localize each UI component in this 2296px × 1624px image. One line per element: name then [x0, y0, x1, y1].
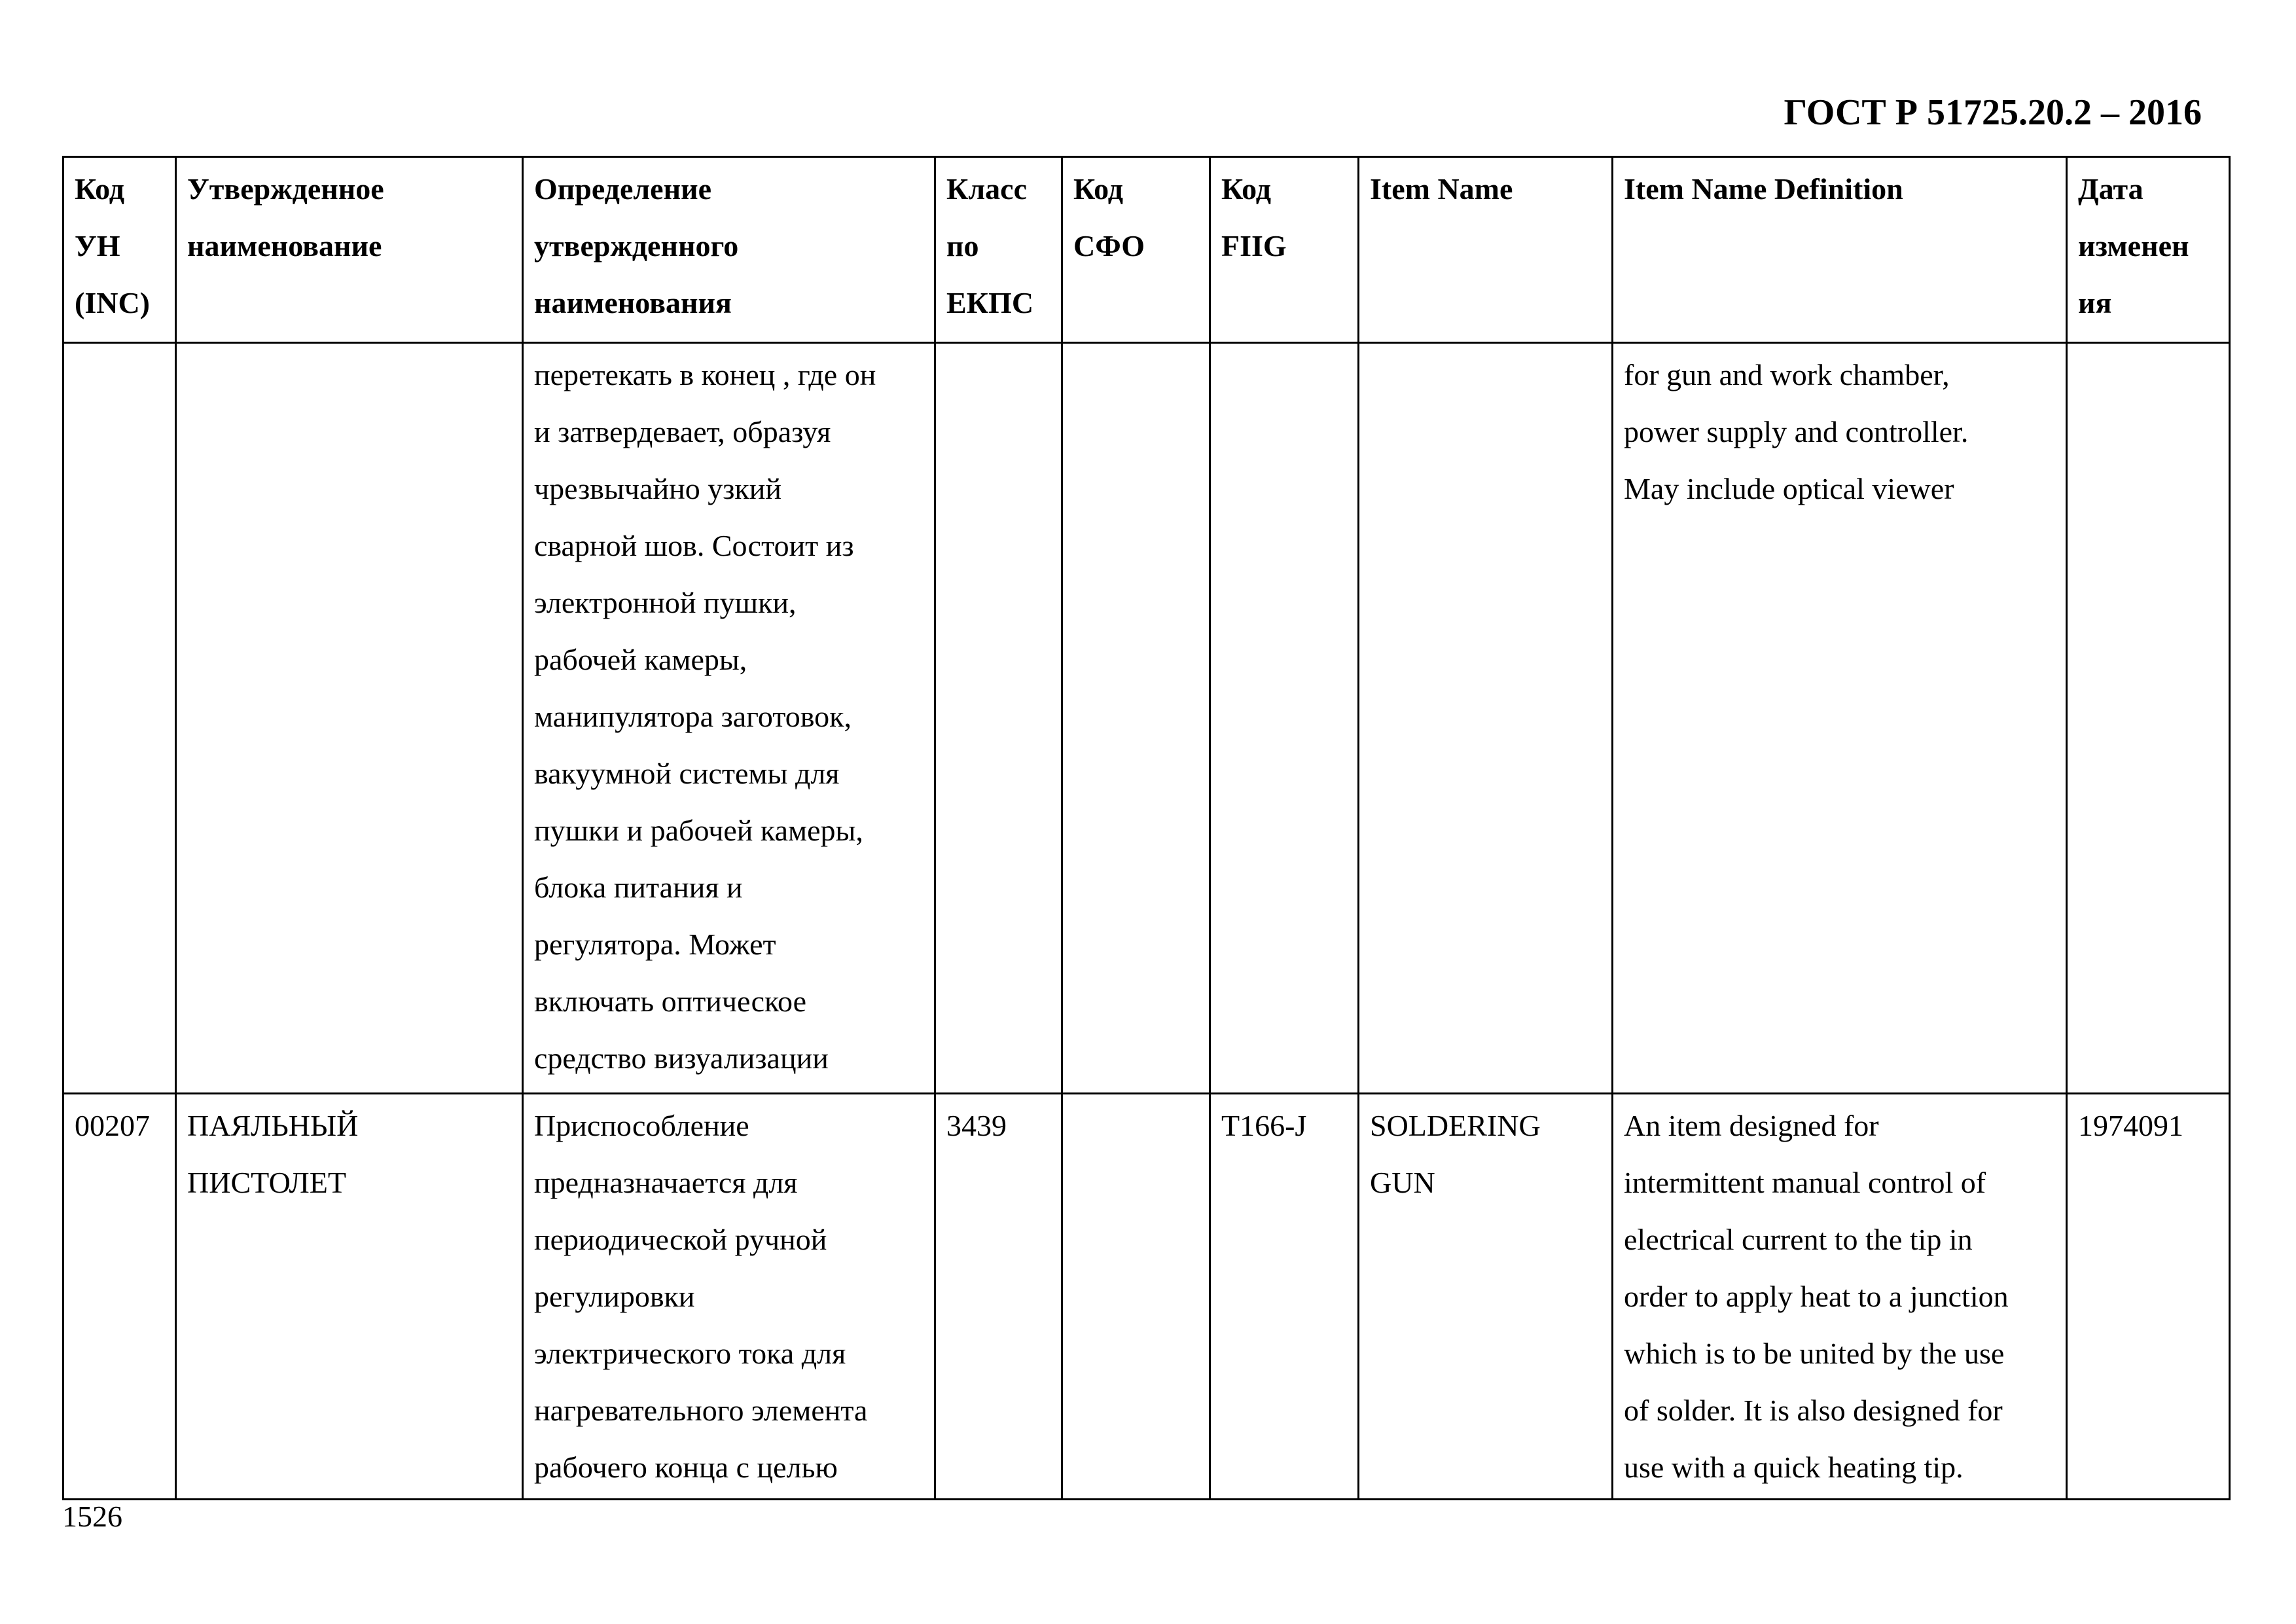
table-header-row: [63, 157, 2230, 343]
page-number: 1526: [62, 1500, 122, 1533]
cell-fiig: T166-J: [1210, 1094, 1359, 1500]
cell-item-name: [1359, 343, 1613, 1094]
cell-date: [2067, 343, 2230, 1094]
catalog-table: [62, 156, 2231, 1500]
column-header-item-name-definition: Item Name Definition: [1613, 157, 2067, 343]
column-header-approved-name: Утвержденное наименование: [176, 157, 523, 343]
cell-definition: Приспособление предназначается для периодической ручной регулировки электрического тока для нагревательного элемента рабочего конца с целью: [523, 1094, 935, 1500]
column-header-item-name: Item Name: [1359, 157, 1613, 343]
cell-sfo: [1062, 343, 1210, 1094]
cell-date: 1974091: [2067, 1094, 2230, 1500]
cell-approved-name: ПАЯЛЬНЫЙ ПИСТОЛЕТ: [176, 1094, 523, 1500]
column-header-class: Класс по ЕКПС: [935, 157, 1062, 343]
cell-item-name: SOLDERING GUN: [1359, 1094, 1613, 1500]
cell-fiig: [1210, 343, 1359, 1094]
cell-inc: 00207: [63, 1094, 176, 1500]
table-row: [63, 1094, 2230, 1500]
document-standard-title: ГОСТ Р 51725.20.2 – 2016: [1784, 92, 2202, 133]
cell-sfo: [1062, 1094, 1210, 1500]
column-header-date: Дата изменен ия: [2067, 157, 2230, 343]
cell-class: [935, 343, 1062, 1094]
column-header-definition: Определение утвержденного наименования: [523, 157, 935, 343]
column-header-inc: Код УН (INC): [63, 157, 176, 343]
cell-item-name-definition: An item designed for intermittent manual control of electrical current to the tip in order to apply heat to a junction which is to be united by the use of solder. It is also designed for use with a quick heating tip.: [1613, 1094, 2067, 1500]
cell-inc: [63, 343, 176, 1094]
cell-approved-name: [176, 343, 523, 1094]
cell-item-name-definition: for gun and work chamber, power supply and controller. May include optical viewer: [1613, 343, 2067, 1094]
table-row: [63, 343, 2230, 1094]
cell-definition: перетекать в конец , где он и затвердевает, образуя чрезвычайно узкий сварной шов. Состоит из электронной пушки, рабочей камеры, манипулятора заготовок, вакуумной системы для пушки и рабочей камеры, блока питания и регулятора. Может включать оптическое средство визуализации: [523, 343, 935, 1094]
column-header-sfo: Код СФО: [1062, 157, 1210, 343]
cell-class: 3439: [935, 1094, 1062, 1500]
column-header-fiig: Код FIIG: [1210, 157, 1359, 343]
